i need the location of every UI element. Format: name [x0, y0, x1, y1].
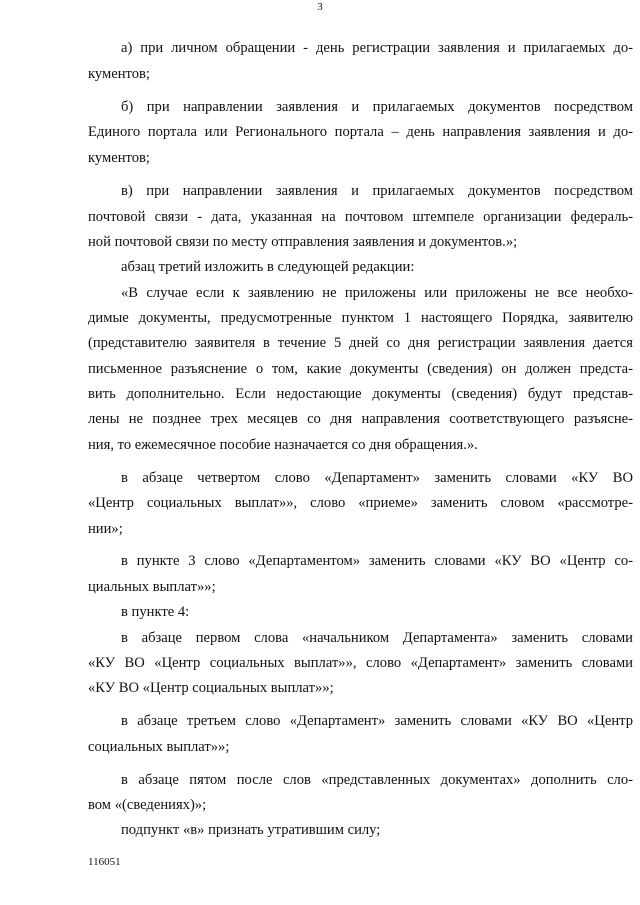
- text-line: «КУ ВО «Центр социальных выплат»»;: [88, 680, 334, 696]
- text-line: «КУ ВО «Центр социальных выплат»», слово «Департамент» заменить словами: [88, 655, 633, 671]
- text-line: в абзаце четвертом слово «Департамент» заменить словами «КУ ВО: [121, 470, 633, 486]
- text-line: в пункте 4:: [121, 604, 190, 620]
- text-line: в пункте 3 слово «Департаментом» заменить словами «КУ ВО «Центр со-: [121, 553, 633, 569]
- text-line: в абзаце первом слова «начальником Департамента» заменить словами: [121, 630, 633, 646]
- text-line: димые документы, предусмотренные пунктом 1 настоящего Порядка, заявителю: [88, 310, 633, 326]
- text-line: в абзаце пятом после слов «представленных документах» дополнить сло-: [121, 772, 633, 788]
- text-line: абзац третий изложить в следующей редакции:: [121, 259, 415, 275]
- text-line: кументов;: [88, 66, 150, 82]
- page-number: 3: [317, 1, 323, 13]
- text-line: почтовой связи - дата, указанная на почтовом штемпеле организации федераль-: [88, 209, 633, 225]
- text-line: в абзаце третьем слово «Департамент» заменить словами «КУ ВО «Центр: [121, 713, 633, 729]
- text-line: социальных выплат»»;: [88, 739, 230, 755]
- text-line: в) при направлении заявления и прилагаемых документов посредством: [121, 183, 633, 199]
- document-id: 116051: [88, 856, 121, 868]
- text-line: нии»;: [88, 521, 123, 537]
- text-line: «Центр социальных выплат»», слово «приеме» заменить словом «рассмотре-: [88, 495, 633, 511]
- text-line: циальных выплат»»;: [88, 579, 216, 595]
- text-line: «В случае если к заявлению не приложены или приложены не все необхо-: [121, 285, 633, 301]
- text-line: вить дополнительно. Если недостающие документы (сведения) будут представ-: [88, 386, 633, 402]
- text-line: кументов;: [88, 150, 150, 166]
- text-line: письменное разъяснение о том, какие документы (сведения) он должен предста-: [88, 361, 633, 377]
- text-line: ния, то ежемесячное пособие назначается со дня обращения.».: [88, 437, 478, 453]
- text-line: ной почтовой связи по месту отправления заявления и документов.»;: [88, 234, 518, 250]
- text-line: Единого портала или Регионального портала – день направления заявления и до-: [88, 124, 633, 140]
- text-line: (представителю заявителя в течение 5 дней со дня регистрации заявления дается: [88, 335, 633, 351]
- text-line: а) при личном обращении - день регистрации заявления и прилагаемых до-: [121, 40, 633, 56]
- text-line: подпункт «в» признать утратившим силу;: [121, 822, 381, 838]
- text-line: вом «(сведениях)»;: [88, 797, 207, 813]
- text-line: б) при направлении заявления и прилагаемых документов посредством: [121, 99, 633, 115]
- text-line: лены не позднее трех месяцев со дня направления соответствующего разъясне-: [88, 411, 633, 427]
